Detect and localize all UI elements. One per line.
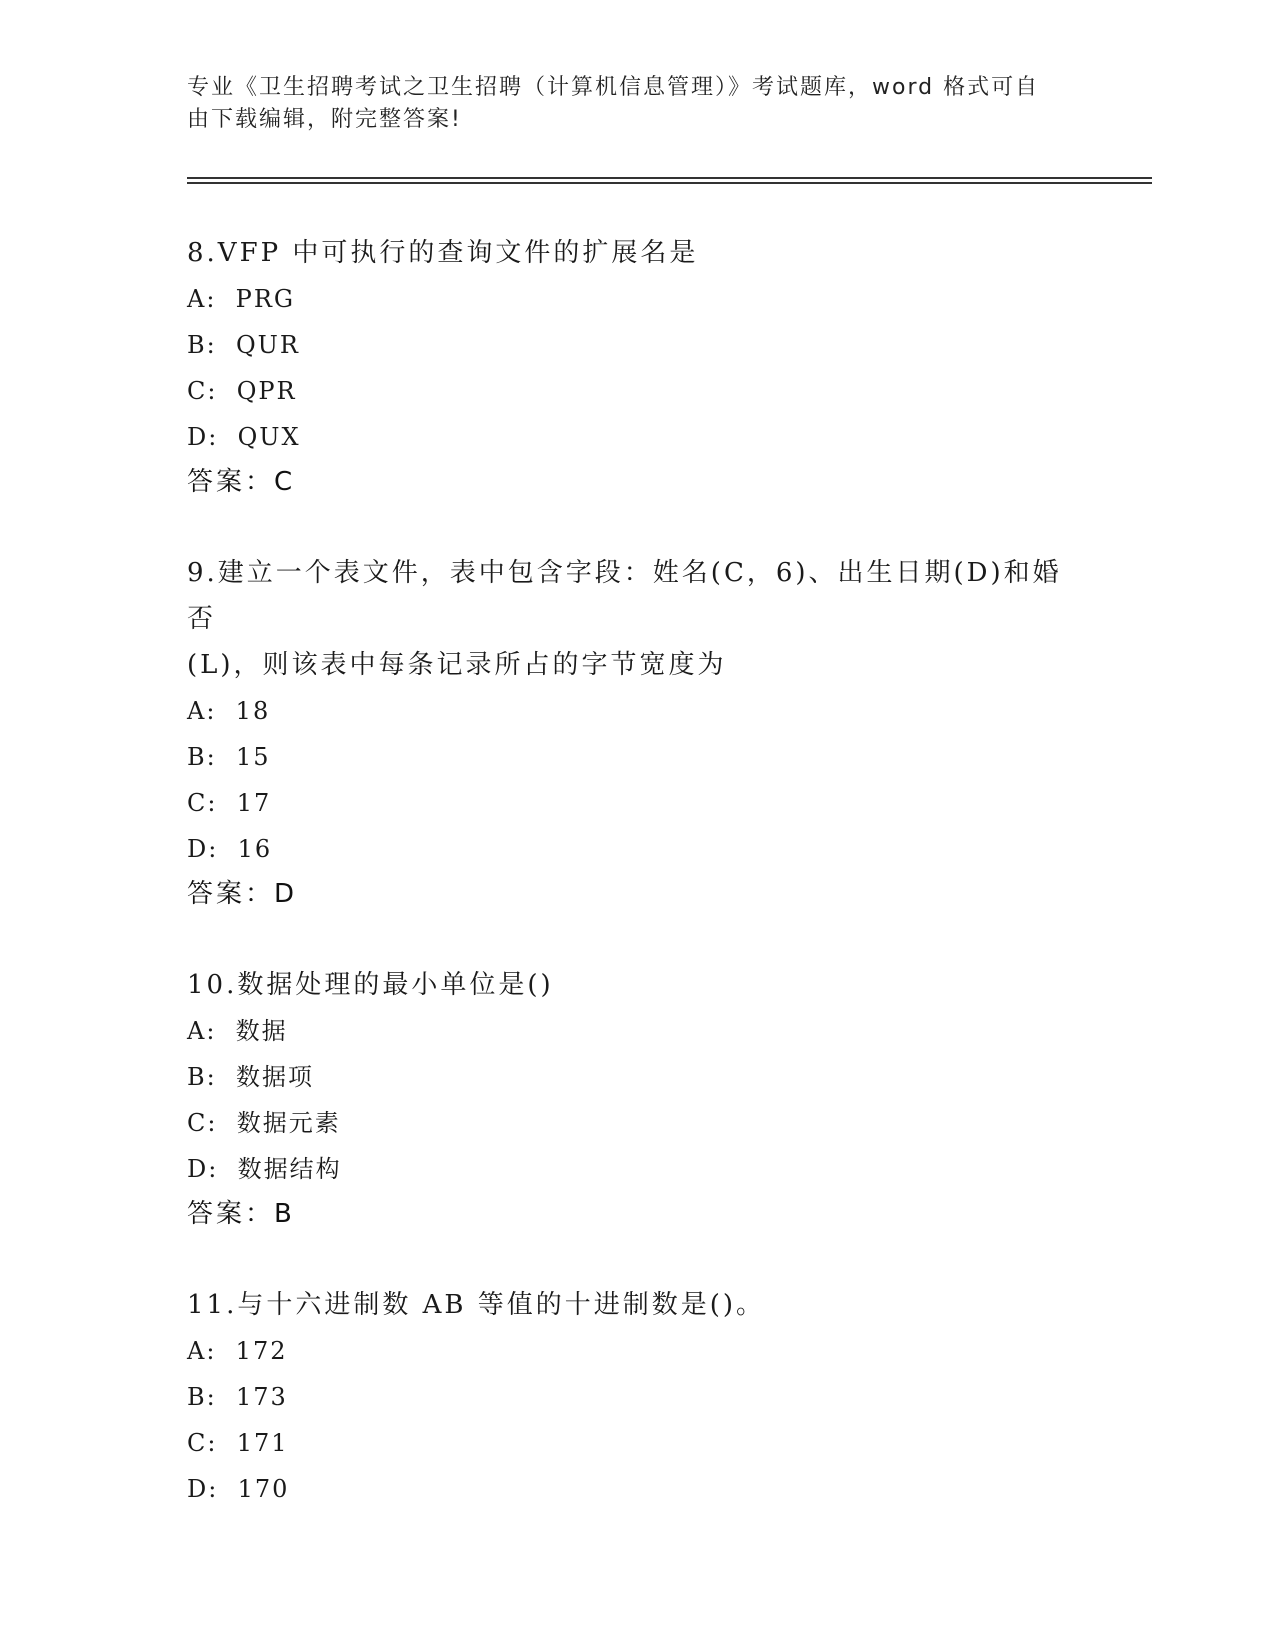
option-a: A: 数据 (187, 1017, 288, 1045)
option-d: D: 170 (187, 1475, 290, 1503)
option-b: B: 数据项 (187, 1063, 314, 1091)
option-c: C: 数据元素 (187, 1109, 341, 1137)
question-9 (187, 550, 1087, 916)
answer-line: 答案：C (187, 467, 296, 497)
option-b: B: 173 (187, 1383, 288, 1411)
question-spacer (187, 916, 1087, 962)
option-a: A: PRG (187, 285, 296, 313)
option-a: A: 18 (187, 697, 271, 725)
header-divider-top (187, 177, 1152, 179)
question-10 (187, 962, 1087, 1236)
question-spacer (187, 504, 1087, 550)
question-list (187, 230, 1087, 1512)
option-d: D: 16 (187, 835, 273, 863)
question-spacer (187, 1236, 1087, 1282)
option-c: C: 17 (187, 789, 272, 817)
option-d: D: QUX (187, 423, 301, 451)
header-divider-bottom (187, 182, 1152, 184)
option-d: D: 数据结构 (187, 1155, 342, 1183)
header-line-2: 由下载编辑，附完整答案! (187, 107, 462, 132)
question-11 (187, 1282, 1087, 1512)
option-c: C: QPR (187, 377, 297, 405)
header-line-1: 专业《卫生招聘考试之卫生招聘（计算机信息管理）》考试题库，word 格式可自 (187, 75, 1040, 100)
option-a: A: 172 (187, 1337, 288, 1365)
option-c: C: 171 (187, 1429, 289, 1457)
option-b: B: 15 (187, 743, 271, 771)
question-title: 10.数据处理的最小单位是() (187, 970, 554, 1000)
question-title: 11.与十六进制数 AB 等值的十进制数是()。 (187, 1290, 766, 1320)
question-title-continued: (L)，则该表中每条记录所占的字节宽度为 (187, 650, 727, 680)
question-8 (187, 230, 1087, 504)
option-b: B: QUR (187, 331, 300, 359)
answer-line: 答案：D (187, 879, 298, 909)
question-title: 9.建立一个表文件，表中包含字段：姓名(C，6)、出生日期(D)和婚否 (187, 558, 1062, 634)
answer-line: 答案：B (187, 1199, 295, 1229)
question-title: 8.VFP 中可执行的查询文件的扩展名是 (187, 238, 699, 268)
document-header (187, 72, 1067, 136)
